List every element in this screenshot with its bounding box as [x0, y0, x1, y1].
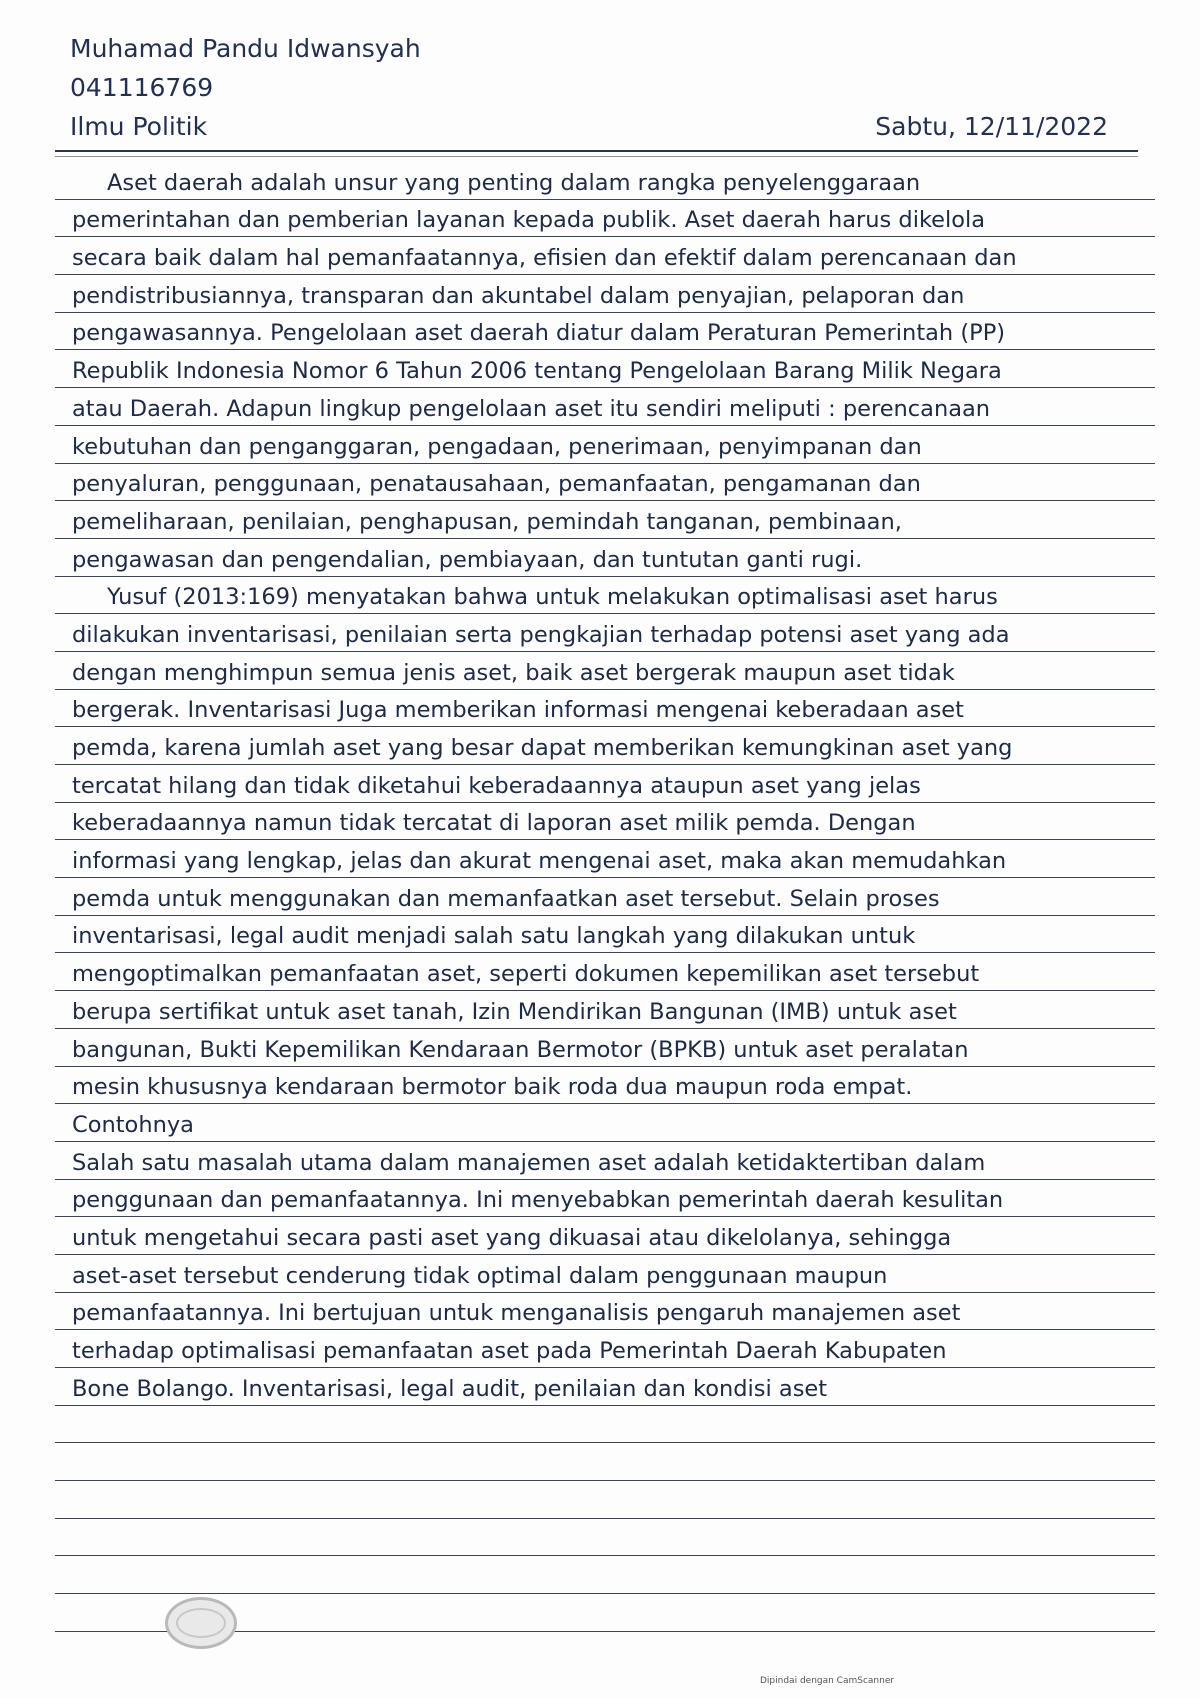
handwritten-text-line: pendistribusiannya, transparan dan akuntabel dalam penyajian, pelaporan dan — [72, 282, 965, 309]
handwritten-text-line: mengoptimalkan pemanfaatan aset, seperti dokumen kepemilikan aset tersebut — [72, 961, 980, 988]
ruled-line — [55, 991, 1155, 1029]
ruled-line — [55, 237, 1155, 275]
ruled-line — [55, 162, 1155, 200]
handwritten-text-line: tercatat hilang dan tidak diketahui keberadaannya ataupun aset yang jelas — [72, 772, 921, 799]
ruled-line — [55, 727, 1155, 765]
ruled-line — [55, 1180, 1155, 1218]
date-label: Sabtu, 12/11/2022 — [875, 112, 1108, 141]
ruled-line — [55, 388, 1155, 426]
student-id: 041116769 — [70, 73, 214, 102]
ruled-line — [55, 501, 1155, 539]
handwritten-text-line: pemerintahan dan pemberian layanan kepada publik. Aset daerah harus dikelola — [72, 207, 986, 234]
handwritten-text-line: Yusuf (2013:169) menyatakan bahwa untuk melakukan optimalisasi aset harus — [107, 584, 998, 611]
handwritten-text-line: keberadaannya namun tidak tercatat di laporan aset milik pemda. Dengan — [72, 810, 916, 837]
ruled-line — [55, 878, 1155, 916]
ruled-line — [55, 1556, 1155, 1594]
handwritten-text-line: penyaluran, penggunaan, penatausahaan, pemanfaatan, pengamanan dan — [72, 471, 921, 498]
ruled-line — [55, 464, 1155, 502]
handwritten-text-line: pemanfaatannya. Ini bertujuan untuk menganalisis pengaruh manajemen aset — [72, 1300, 961, 1327]
handwritten-text-line: pemda untuk menggunakan dan memanfaatkan aset tersebut. Selain proses — [72, 885, 940, 912]
handwritten-text-line: Salah satu masalah utama dalam manajemen aset adalah ketidaktertiban dalam — [72, 1149, 986, 1176]
ruled-lines — [55, 162, 1155, 1632]
handwritten-text-line: pemeliharaan, penilaian, penghapusan, pemindah tanganan, pembinaan, — [72, 508, 902, 535]
handwritten-text-line: penggunaan dan pemanfaatannya. Ini menyebabkan pemerintah daerah kesulitan — [72, 1187, 1004, 1214]
ruled-line — [55, 577, 1155, 615]
handwritten-text-line: berupa sertifikat untuk aset tanah, Izin Mendirikan Bangunan (IMB) untuk aset — [72, 998, 957, 1025]
scanner-note: Dipindai dengan CamScanner — [760, 1676, 895, 1686]
ruled-line — [55, 840, 1155, 878]
handwritten-text-line: Contohnya — [72, 1111, 194, 1138]
ruled-line — [55, 652, 1155, 690]
handwritten-text-line: bergerak. Inventarisasi Juga memberikan informasi mengenai keberadaan aset — [72, 697, 964, 724]
handwritten-text-line: inventarisasi, legal audit menjadi salah satu langkah yang dilakukan untuk — [72, 923, 916, 950]
handwritten-text-line: pengawasannya. Pengelolaan aset daerah diatur dalam Peraturan Pemerintah (PP) — [72, 320, 1006, 347]
handwritten-text-line: pemda, karena jumlah aset yang besar dapat memberikan kemungkinan aset yang — [72, 735, 1013, 761]
ruled-line — [55, 1519, 1155, 1557]
handwritten-text-line: Republik Indonesia Nomor 6 Tahun 2006 tentang Pengelolaan Barang Milik Negara — [72, 358, 1002, 385]
ruled-line — [55, 200, 1155, 238]
header-rule-bottom — [55, 156, 1138, 157]
ruled-line — [55, 1406, 1155, 1444]
handwritten-text-line: informasi yang lengkap, jelas dan akurat mengenai aset, maka akan memudahkan — [72, 848, 1007, 875]
ruled-line — [55, 1443, 1155, 1481]
ruled-line — [55, 1330, 1155, 1368]
handwritten-text-line: Bone Bolango. Inventarisasi, legal audit, penilaian dan kondisi aset — [72, 1375, 828, 1402]
ruled-line — [55, 916, 1155, 954]
handwritten-text-line: secara baik dalam hal pemanfaatannya, efisien dan efektif dalam perencanaan dan — [72, 245, 1017, 272]
study-program: Ilmu Politik — [70, 112, 208, 141]
ruled-line — [55, 1142, 1155, 1180]
handwritten-text-line: aset-aset tersebut cenderung tidak optimal dalam penggunaan maupun — [72, 1262, 888, 1289]
ruled-line — [55, 765, 1155, 803]
scanner-logo-icon — [165, 1597, 237, 1649]
ruled-line — [55, 803, 1155, 841]
handwritten-text-line: bangunan, Bukti Kepemilikan Kendaraan Bermotor (BPKB) untuk aset peralatan — [72, 1036, 969, 1063]
ruled-line — [55, 1104, 1155, 1142]
ruled-line — [55, 1217, 1155, 1255]
ruled-line — [55, 539, 1155, 577]
ruled-line — [55, 1368, 1155, 1406]
handwritten-text-line: Aset daerah adalah unsur yang penting dalam rangka penyelenggaraan — [107, 169, 921, 196]
ruled-line — [55, 426, 1155, 464]
handwritten-text-line: dilakukan inventarisasi, penilaian serta pengkajian terhadap potensi aset yang ada — [72, 621, 1010, 648]
header-rule-top — [55, 150, 1138, 152]
handwritten-text-line: kebutuhan dan penganggaran, pengadaan, penerimaan, penyimpanan dan — [72, 433, 922, 460]
author-name: Muhamad Pandu Idwansyah — [70, 34, 421, 63]
ruled-line — [55, 1481, 1155, 1519]
ruled-line — [55, 1029, 1155, 1067]
ruled-line — [55, 275, 1155, 313]
ruled-line — [55, 1293, 1155, 1331]
handwritten-text-line: mesin khususnya kendaraan bermotor baik roda dua maupun roda empat. — [72, 1074, 913, 1101]
ruled-line — [55, 614, 1155, 652]
handwritten-text-line: terhadap optimalisasi pemanfaatan aset pada Pemerintah Daerah Kabupaten — [72, 1338, 947, 1364]
ruled-line — [55, 1255, 1155, 1293]
ruled-line — [55, 953, 1155, 991]
ruled-line — [55, 350, 1155, 388]
ruled-line — [55, 690, 1155, 728]
handwritten-text-line: dengan menghimpun semua jenis aset, baik aset bergerak maupun aset tidak — [72, 659, 955, 686]
ruled-line — [55, 313, 1155, 351]
handwritten-text-line: atau Daerah. Adapun lingkup pengelolaan aset itu sendiri meliputi : perencanaan — [72, 395, 991, 422]
handwritten-text-line: pengawasan dan pengendalian, pembiayaan, dan tuntutan ganti rugi. — [72, 546, 863, 573]
handwritten-text-line: untuk mengetahui secara pasti aset yang dikuasai atau dikelolanya, sehingga — [72, 1224, 952, 1251]
ruled-line — [55, 1067, 1155, 1105]
